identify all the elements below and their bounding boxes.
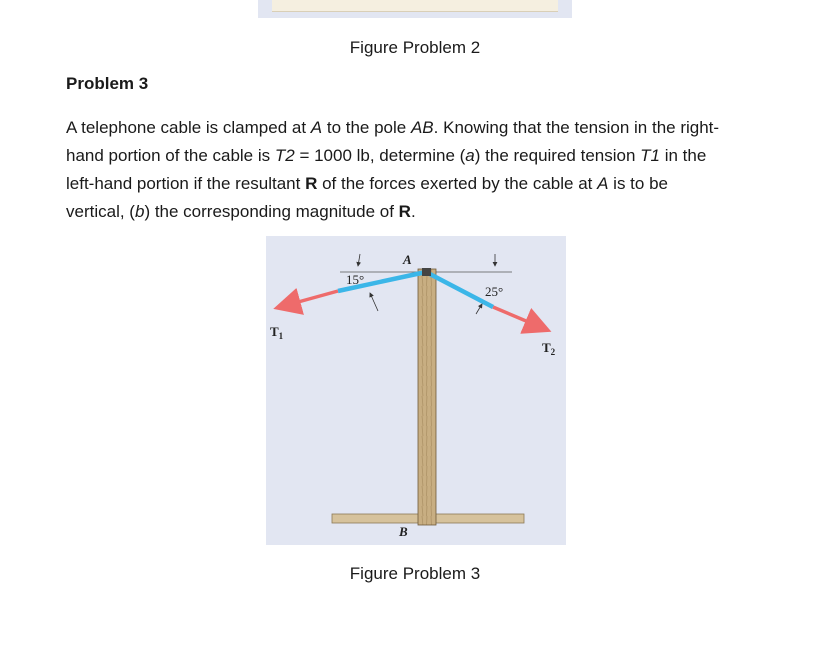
t1-label-letter: T xyxy=(270,324,279,339)
previous-figure-ground xyxy=(272,0,558,12)
figure-svg xyxy=(266,236,566,545)
point-a-ref: A xyxy=(597,174,609,193)
text-span: = 1000 lb, determine ( xyxy=(294,146,466,165)
pole-ab xyxy=(418,269,436,525)
figure-caption-problem-3: Figure Problem 3 xyxy=(349,564,481,583)
problem-line-4 xyxy=(66,198,766,226)
text-span: A telephone cable is clamped at xyxy=(66,118,311,137)
text-span: in the xyxy=(660,146,707,165)
text-span: . Knowing that the tension in the right- xyxy=(433,118,720,137)
point-b-label: B xyxy=(399,524,408,539)
problem-statement xyxy=(66,114,766,226)
resultant-r-ref: R xyxy=(305,174,318,193)
point-a-ref: A xyxy=(310,118,323,137)
t2-label-subscript: 2 xyxy=(550,347,556,357)
figure-problem-3 xyxy=(266,236,566,545)
problem-line-3 xyxy=(66,170,766,198)
problem-line-2 xyxy=(66,142,766,170)
t2-label-letter: T xyxy=(542,340,551,355)
text-span: of the forces exerted by the cable at xyxy=(317,174,598,193)
pole-ab-ref: AB xyxy=(410,118,434,137)
figure-caption-problem-2: Figure Problem 2 xyxy=(349,38,481,57)
text-span: vertical, ( xyxy=(66,202,135,221)
text-span: left-hand portion if the resultant xyxy=(66,174,306,193)
previous-figure-image xyxy=(258,0,572,18)
angle-label-25: 25° xyxy=(485,284,504,299)
t2-ref: T2 xyxy=(274,146,295,165)
angle-label-15: 15° xyxy=(346,272,365,287)
text-span: ) the required tension xyxy=(474,146,641,165)
t1-label-subscript: 1 xyxy=(278,331,284,341)
text-span: ) the corresponding magnitude of xyxy=(144,202,399,221)
text-span: . xyxy=(410,202,416,221)
part-a-label: a xyxy=(465,146,475,165)
problem-heading: Problem 3 xyxy=(66,74,149,93)
text-span: to the pole xyxy=(322,118,411,137)
problem-line-1 xyxy=(66,114,766,142)
figure-background xyxy=(266,236,566,545)
text-span: is to be xyxy=(608,174,668,193)
clamp xyxy=(422,268,431,276)
t1-ref: T1 xyxy=(640,146,660,165)
point-a-label: A xyxy=(403,252,412,267)
part-b-label: b xyxy=(134,202,145,221)
text-span: hand portion of the cable is xyxy=(66,146,275,165)
resultant-r-ref: R xyxy=(398,202,411,221)
